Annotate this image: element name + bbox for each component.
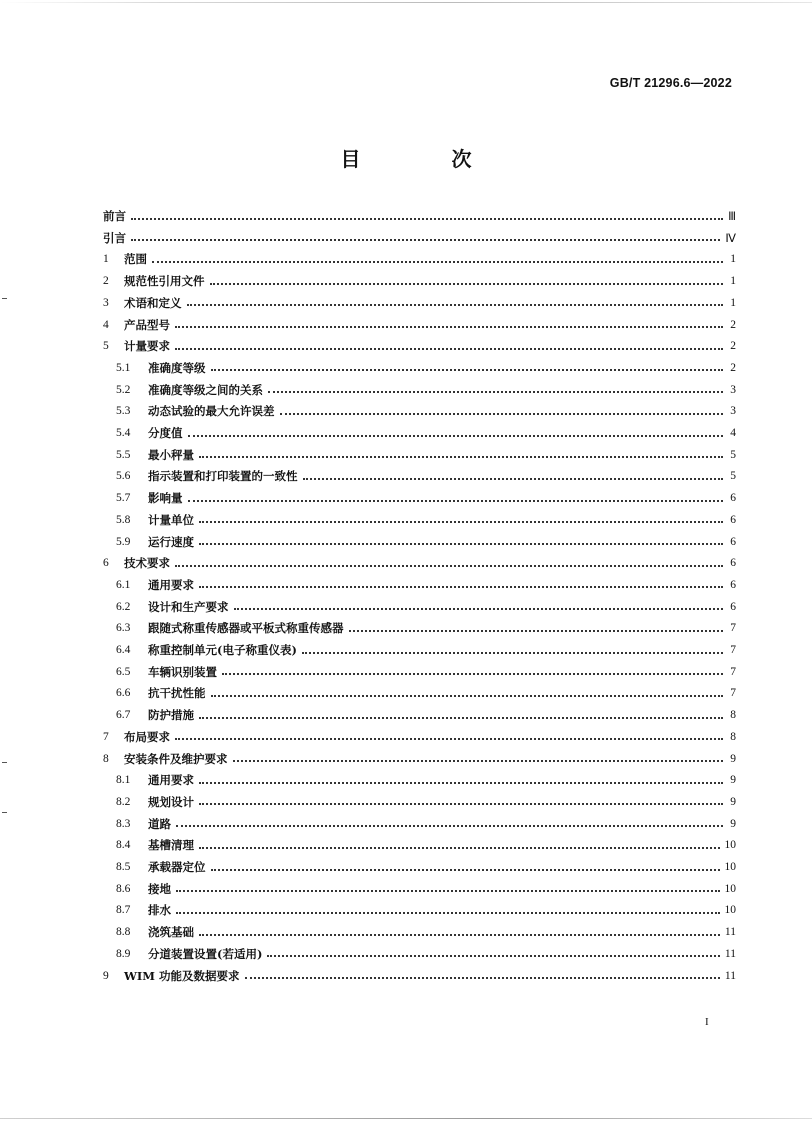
toc-entry-label: 道路 bbox=[148, 816, 171, 831]
toc-entry-page: 10 bbox=[724, 904, 736, 917]
dot-leader bbox=[176, 824, 723, 827]
toc-entry[interactable] bbox=[103, 878, 736, 900]
toc-entry[interactable] bbox=[103, 444, 736, 466]
toc-entry[interactable] bbox=[103, 509, 736, 531]
toc-entry[interactable] bbox=[103, 205, 736, 227]
toc-entry-number: 6.4 bbox=[116, 644, 131, 656]
toc-entry-label: 准确度等级 bbox=[148, 360, 206, 375]
toc-entry[interactable] bbox=[103, 856, 736, 878]
page-number: I bbox=[705, 1016, 709, 1028]
dot-leader bbox=[303, 477, 724, 480]
toc-entry-label: 术语和定义 bbox=[124, 295, 182, 310]
standard-code: GB/T 21296.6—2022 bbox=[609, 76, 732, 90]
toc-entry-number: 4 bbox=[103, 318, 109, 331]
toc-entry-label: 称重控制单元(电子称重仪表) bbox=[148, 643, 297, 657]
toc-entry-number: 5.3 bbox=[116, 405, 131, 418]
toc-entry[interactable] bbox=[103, 704, 736, 726]
dot-leader bbox=[199, 846, 720, 849]
toc-entry-number: 8.9 bbox=[116, 947, 131, 960]
toc-entry-number: 6 bbox=[103, 557, 109, 570]
margin-mark bbox=[2, 298, 7, 299]
toc-entry-page: 11 bbox=[724, 947, 736, 960]
toc-entry-page: 6 bbox=[730, 557, 736, 570]
toc-entry-page: 3 bbox=[730, 383, 736, 396]
toc-entry[interactable] bbox=[103, 227, 736, 249]
toc-entry[interactable] bbox=[103, 248, 736, 270]
toc-entry[interactable] bbox=[103, 748, 736, 770]
toc-entry-page: 5 bbox=[730, 470, 736, 483]
dot-leader bbox=[175, 347, 723, 350]
toc-entry-number: 3 bbox=[103, 296, 109, 309]
toc-entry-label: 通用要求 bbox=[148, 773, 194, 788]
toc-entry-page: 2 bbox=[730, 361, 736, 374]
toc-entry-number: 6.5 bbox=[116, 665, 131, 678]
dot-leader bbox=[211, 368, 724, 371]
toc-entry-number: 8.1 bbox=[116, 774, 131, 787]
toc-entry-label: 运行速度 bbox=[148, 534, 194, 549]
toc-entry-label: 承载器定位 bbox=[148, 860, 206, 874]
toc-entry-number: 8.6 bbox=[116, 882, 131, 895]
toc-entry-page: 2 bbox=[730, 318, 736, 331]
toc-entry[interactable] bbox=[103, 335, 736, 357]
toc-entry-page: 5 bbox=[730, 448, 736, 461]
toc-entry[interactable] bbox=[103, 921, 736, 943]
toc-entry-number: 9 bbox=[103, 969, 109, 982]
toc-entry[interactable] bbox=[103, 379, 736, 401]
toc-entry-label: 前言 bbox=[103, 209, 126, 223]
toc-entry-number: 8 bbox=[103, 752, 109, 765]
dot-leader bbox=[175, 564, 723, 567]
toc-entry-label: 跟随式称重传感器或平板式称重传感器 bbox=[148, 621, 344, 636]
toc-entry-label: 最小秤量 bbox=[148, 447, 194, 462]
toc-entry-number: 5.7 bbox=[116, 492, 131, 505]
dot-leader bbox=[131, 217, 723, 220]
toc-entry-label: 引言 bbox=[103, 230, 126, 245]
toc-entry-page: 3 bbox=[730, 405, 736, 418]
toc-entry[interactable] bbox=[103, 465, 736, 487]
dot-leader bbox=[349, 629, 724, 632]
dot-leader bbox=[211, 868, 720, 871]
toc-entry-page: 8 bbox=[730, 709, 736, 722]
dot-leader bbox=[152, 260, 723, 263]
toc-entry-number: 6.2 bbox=[116, 600, 131, 613]
toc-entry[interactable] bbox=[103, 791, 736, 813]
dot-leader bbox=[199, 716, 723, 719]
toc-entry-label: 安装条件及维护要求 bbox=[124, 751, 228, 766]
toc-entry[interactable] bbox=[103, 574, 736, 596]
dot-leader bbox=[199, 933, 720, 936]
toc-entry-number: 5.4 bbox=[116, 427, 131, 439]
toc-entry-label: 防护措施 bbox=[148, 708, 194, 723]
toc-entry-page: 9 bbox=[730, 774, 736, 787]
toc-entry-label: 产品型号 bbox=[124, 317, 170, 332]
dot-leader bbox=[211, 694, 724, 697]
toc-entry-page: 6 bbox=[730, 578, 736, 591]
toc-entry-number: 8.5 bbox=[116, 861, 131, 873]
toc-entry-label: 影响量 bbox=[148, 491, 183, 506]
dot-leader bbox=[199, 520, 723, 523]
dot-leader bbox=[176, 911, 720, 914]
toc-entry-page: 6 bbox=[730, 535, 736, 548]
toc-entry-page: 4 bbox=[730, 427, 736, 439]
toc-entry[interactable] bbox=[103, 943, 736, 965]
toc-entry-label: 准确度等级之间的关系 bbox=[148, 382, 263, 397]
dot-leader bbox=[302, 651, 723, 654]
dot-leader bbox=[199, 455, 723, 458]
toc-entry-page: 9 bbox=[730, 795, 736, 808]
toc-entry-label: 接地 bbox=[148, 881, 171, 896]
dot-leader bbox=[199, 781, 723, 784]
toc-entry-label: 规范性引用文件 bbox=[124, 274, 205, 289]
toc-entry[interactable] bbox=[103, 400, 736, 422]
toc-entry[interactable] bbox=[103, 596, 736, 618]
dot-leader bbox=[188, 499, 724, 502]
dot-leader bbox=[131, 238, 720, 241]
toc-entry-label: 指示装置和打印装置的一致性 bbox=[148, 469, 298, 484]
toc-entry-number: 5.5 bbox=[116, 448, 131, 461]
toc-entry-number: 6.7 bbox=[116, 709, 131, 722]
toc-entry[interactable] bbox=[103, 899, 736, 921]
toc-entry[interactable] bbox=[103, 661, 736, 683]
toc-entry-number: 6.3 bbox=[116, 622, 131, 635]
toc-entry-label: 技术要求 bbox=[124, 556, 170, 571]
toc-entry[interactable] bbox=[103, 552, 736, 574]
scan-edge-top bbox=[0, 2, 812, 3]
toc-entry-number: 1 bbox=[103, 253, 109, 266]
toc-entry-number: 5.8 bbox=[116, 513, 131, 526]
toc-entry[interactable] bbox=[103, 531, 736, 553]
dot-leader bbox=[188, 434, 724, 437]
dot-leader bbox=[280, 412, 724, 415]
toc-entry-number: 5 bbox=[103, 340, 109, 353]
toc-entry-page: 10 bbox=[724, 839, 736, 852]
toc-entry-page: 6 bbox=[730, 492, 736, 505]
toc-entry[interactable] bbox=[103, 617, 736, 639]
toc-entry-page: 9 bbox=[730, 752, 736, 765]
toc-entry-page: 7 bbox=[730, 622, 736, 635]
toc-entry[interactable] bbox=[103, 769, 736, 791]
toc-entry-page: 1 bbox=[730, 296, 736, 309]
toc-entry-label: 排水 bbox=[148, 903, 171, 918]
margin-mark bbox=[2, 762, 7, 763]
dot-leader bbox=[187, 303, 724, 306]
toc-entry-page: 6 bbox=[730, 600, 736, 613]
dot-leader bbox=[199, 802, 723, 805]
toc-entry-page: 2 bbox=[730, 340, 736, 353]
toc-entry[interactable] bbox=[103, 270, 736, 292]
toc-entry-number: 8.7 bbox=[116, 904, 131, 917]
dot-leader bbox=[267, 954, 720, 957]
toc-entry-label: 浇筑基础 bbox=[148, 925, 194, 940]
dot-leader bbox=[245, 976, 720, 979]
toc-entry-label: 设计和生产要求 bbox=[148, 599, 229, 614]
margin-mark bbox=[2, 812, 7, 813]
toc-entry-label: 规划设计 bbox=[148, 794, 194, 809]
toc-entry-number: 5.2 bbox=[116, 383, 131, 396]
toc-entry[interactable] bbox=[103, 292, 736, 314]
toc-entry[interactable] bbox=[103, 834, 736, 856]
dot-leader bbox=[175, 325, 723, 328]
toc-entry-label: 计量要求 bbox=[124, 339, 170, 354]
toc-entry-page: 7 bbox=[730, 687, 736, 700]
toc-entry[interactable] bbox=[103, 813, 736, 835]
toc-entry[interactable] bbox=[103, 726, 736, 748]
toc-entry-number: 5.6 bbox=[116, 470, 131, 483]
scan-edge-bottom bbox=[0, 1118, 812, 1119]
toc-entry-page: Ⅲ bbox=[728, 211, 736, 223]
toc-entry-number: 2 bbox=[103, 275, 109, 288]
toc-entry-page: Ⅳ bbox=[725, 232, 736, 245]
dot-leader bbox=[210, 282, 724, 285]
toc-entry-page: 6 bbox=[730, 513, 736, 526]
toc-entry-number: 5.9 bbox=[116, 535, 131, 548]
toc-entry-label: 抗干扰性能 bbox=[148, 686, 206, 701]
toc-entry-number: 5.1 bbox=[116, 361, 131, 374]
dot-leader bbox=[233, 759, 724, 762]
toc-entry-page: 10 bbox=[724, 861, 736, 873]
dot-leader bbox=[176, 889, 720, 892]
toc-entry-page: 7 bbox=[730, 665, 736, 678]
toc-entry-label: 计量单位 bbox=[148, 512, 194, 527]
toc-entry[interactable] bbox=[103, 965, 736, 987]
dot-leader bbox=[268, 390, 723, 393]
toc-entry-number: 8.3 bbox=[116, 817, 131, 830]
toc-entry-label: 通用要求 bbox=[148, 577, 194, 592]
toc-entry-page: 8 bbox=[730, 730, 736, 743]
toc-entry[interactable] bbox=[103, 487, 736, 509]
toc-entry[interactable] bbox=[103, 357, 736, 379]
page-title: 目 次 bbox=[340, 147, 514, 171]
toc-entry-number: 6.6 bbox=[116, 687, 131, 700]
toc-entry-page: 1 bbox=[730, 275, 736, 288]
toc-entry-page: 10 bbox=[724, 882, 736, 895]
toc-entry[interactable] bbox=[103, 314, 736, 336]
toc-entry-page: 9 bbox=[730, 817, 736, 830]
toc-entry-number: 8.4 bbox=[116, 839, 131, 852]
toc-entry-page: 11 bbox=[724, 969, 736, 982]
dot-leader bbox=[222, 672, 723, 675]
toc-entry-label: 基槽清理 bbox=[148, 838, 194, 853]
toc-entry-page: 11 bbox=[724, 926, 736, 939]
toc-entry-page: 1 bbox=[730, 253, 736, 266]
toc-entry-label: 分度值 bbox=[148, 426, 183, 440]
toc-entry-label: 动态试验的最大允许误差 bbox=[148, 404, 275, 419]
toc-entry-number: 7 bbox=[103, 730, 109, 743]
toc-entry-label: 范围 bbox=[124, 252, 147, 267]
toc-entry[interactable] bbox=[103, 422, 736, 444]
toc-entry-label: 布局要求 bbox=[124, 729, 170, 744]
toc-entry[interactable] bbox=[103, 639, 736, 661]
dot-leader bbox=[199, 585, 723, 588]
dot-leader bbox=[199, 542, 723, 545]
toc-entry-number: 8.2 bbox=[116, 795, 131, 808]
toc-entry-number: 8.8 bbox=[116, 926, 131, 939]
toc-entry-label: 车辆识别装置 bbox=[148, 664, 217, 679]
toc-entry-number: 6.1 bbox=[116, 578, 131, 591]
toc-entry[interactable] bbox=[103, 682, 736, 704]
dot-leader bbox=[234, 607, 724, 610]
toc-entry-label: 分道装置设置(若适用) bbox=[148, 946, 263, 961]
toc-entry-page: 7 bbox=[730, 644, 736, 656]
dot-leader bbox=[175, 737, 723, 740]
toc-entry-label: WIM 功能及数据要求 bbox=[124, 968, 240, 983]
